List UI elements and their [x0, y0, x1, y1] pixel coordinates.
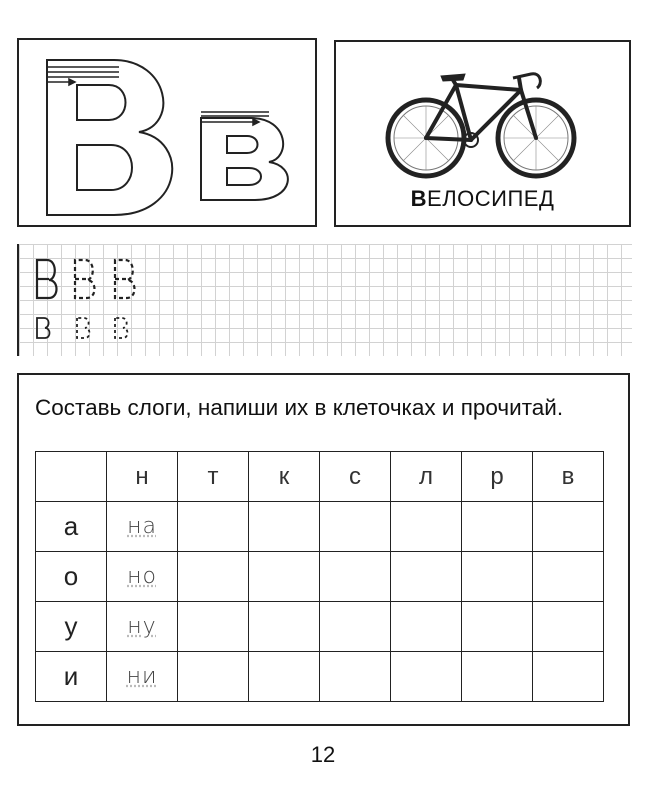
answer-cell[interactable] — [462, 602, 533, 652]
column-header: р — [462, 452, 533, 502]
column-header: л — [391, 452, 462, 502]
row-header: о — [36, 552, 107, 602]
row-header: а — [36, 502, 107, 552]
answer-cell[interactable] — [178, 652, 249, 702]
letter-card — [17, 38, 317, 227]
syllable-sample: на — [107, 502, 178, 552]
column-header: с — [320, 452, 391, 502]
answer-cell[interactable] — [320, 502, 391, 552]
column-header: н — [107, 452, 178, 502]
syllable-table — [35, 451, 604, 702]
answer-cell[interactable] — [391, 552, 462, 602]
table-header-row — [36, 452, 604, 502]
lowercase-samples — [37, 318, 128, 338]
answer-cell[interactable] — [178, 602, 249, 652]
caption-rest: ЕЛОСИПЕД — [427, 186, 555, 211]
answer-cell[interactable] — [178, 552, 249, 602]
answer-cell[interactable] — [320, 602, 391, 652]
bicycle-card — [334, 40, 631, 227]
exercise-card — [17, 373, 630, 726]
row-header: и — [36, 652, 107, 702]
answer-cell[interactable] — [462, 502, 533, 552]
column-header: в — [533, 452, 604, 502]
column-header: т — [178, 452, 249, 502]
table-row — [36, 552, 604, 602]
answer-cell[interactable] — [249, 502, 320, 552]
uppercase-letter-outline — [47, 60, 172, 215]
copybook-grid — [17, 244, 632, 356]
letter-tracing-samples — [19, 244, 179, 356]
answer-cell[interactable] — [391, 602, 462, 652]
table-row — [36, 602, 604, 652]
row-header: у — [36, 602, 107, 652]
corner-cell — [36, 452, 107, 502]
syllable-sample: но — [107, 552, 178, 602]
bicycle-icon — [381, 60, 581, 180]
answer-cell[interactable] — [533, 652, 604, 702]
caption-first-letter: В — [410, 186, 428, 211]
table-row — [36, 502, 604, 552]
letter-v-illustration — [19, 40, 315, 225]
uppercase-samples — [37, 260, 135, 298]
answer-cell[interactable] — [533, 502, 604, 552]
answer-cell[interactable] — [533, 552, 604, 602]
column-header: к — [249, 452, 320, 502]
answer-cell[interactable] — [462, 552, 533, 602]
syllable-sample: ни — [107, 652, 178, 702]
answer-cell[interactable] — [249, 602, 320, 652]
page-number: 12 — [310, 742, 336, 767]
answer-cell[interactable] — [178, 502, 249, 552]
uppercase-direction-arrows — [47, 67, 119, 85]
answer-cell[interactable] — [462, 652, 533, 702]
answer-cell[interactable] — [391, 502, 462, 552]
answer-cell[interactable] — [249, 552, 320, 602]
exercise-instruction: Составь слоги, напиши их в клеточках и прочитай. — [35, 395, 564, 420]
answer-cell[interactable] — [249, 652, 320, 702]
answer-cell[interactable] — [320, 652, 391, 702]
answer-cell[interactable] — [533, 602, 604, 652]
table-row — [36, 652, 604, 702]
syllable-sample: ну — [107, 602, 178, 652]
lowercase-letter-outline — [201, 118, 288, 200]
answer-cell[interactable] — [391, 652, 462, 702]
bicycle-caption — [336, 186, 629, 212]
answer-cell[interactable] — [320, 552, 391, 602]
